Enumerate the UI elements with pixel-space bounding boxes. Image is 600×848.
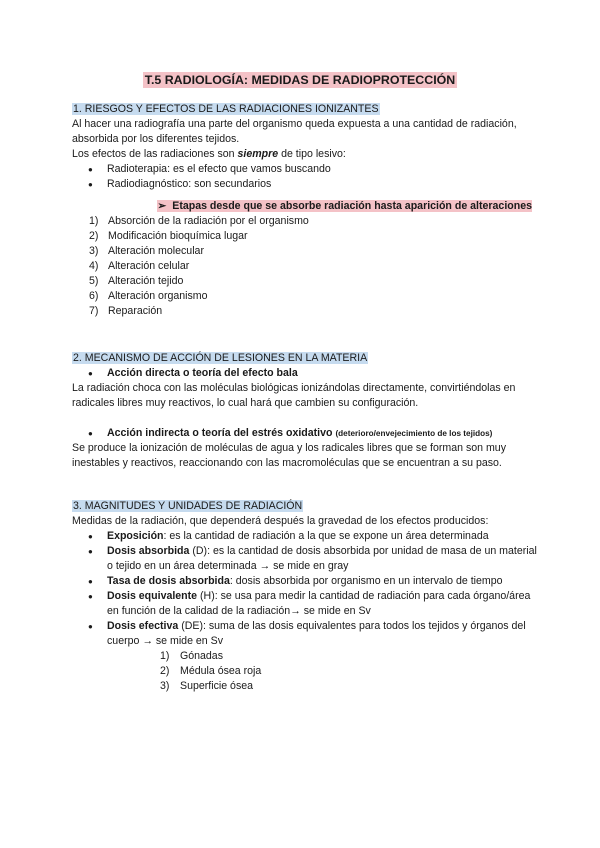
page-title-row [0, 73, 600, 89]
list-item: 2) Modificación bioquímica lugar [89, 230, 248, 242]
note-deterioro: (deterioro/envejecimiento de los tejidos) [335, 429, 493, 438]
list-item: ● Dosis efectiva (DE): suma de las dosis equivalentes para todos los tejidos y órganos del cuerpo → se mide en Sv [72, 619, 540, 649]
magnitudes-list [72, 529, 540, 649]
section-heading-2: 2. MECANISMO DE ACCIÓN DE LESIONES EN LA MATERIA [73, 352, 368, 364]
list-item: 1) Gónadas [160, 650, 223, 662]
list-item: 2) Médula ósea roja [160, 665, 262, 677]
section-riesgos [72, 102, 540, 319]
list-item: 6) Alteración organismo [89, 290, 208, 302]
list-item: 5) Alteración tejido [89, 275, 184, 287]
paragraph-medidas: Medidas de la radiación, que dependerá después la gravedad de los efectos producidos: [72, 515, 489, 527]
list-item: ● Tasa de dosis absorbida: dosis absorbida por organismo en un intervalo de tiempo [72, 574, 540, 589]
list-item: ● Dosis equivalente (H): se usa para medir la cantidad de radiación para cada órgano/área en función de la calidad de la radiación→ se mide en Sv [72, 589, 540, 619]
paragraph-accion-directa: La radiación choca con las moléculas biológicas ionizándolas directamente, convirtiéndolas en radicales libres muy reactivos, lo cual hará que cambien su configuración. [72, 382, 516, 409]
paragraph-accion-indirecta: Se produce la ionización de moléculas de agua y los radicales libres que se forman son muy inestables y reactivos, reaccionando con las macromoléculas que se encuentran a su paso. [72, 442, 506, 469]
organos-list [72, 649, 540, 694]
bullet-accion-directa: ● Acción directa o teoría del efecto bala [72, 366, 540, 381]
list-item: 4) Alteración celular [89, 260, 190, 272]
page-title: T.5 RADIOLOGÍA: MEDIDAS DE RADIOPROTECCIÓN [144, 73, 456, 87]
stages-list [72, 214, 540, 319]
section-mecanismo [72, 351, 540, 471]
list-item: 3) Alteración molecular [89, 245, 204, 257]
paragraph-efectos: Los efectos de las radiaciones son siempre de tipo lesivo: [72, 148, 346, 160]
efectos-list [72, 162, 540, 192]
list-item: 7) Reparación [89, 305, 163, 317]
section-magnitudes [72, 499, 540, 694]
paragraph-radiografia: Al hacer una radiografía una parte del organismo queda expuesta a una cantidad de radiación, absorbida por los diferentes tejidos. [72, 118, 517, 145]
list-item: ● Radiodiagnóstico: son secundarios [72, 177, 540, 192]
list-item: 1) Absorción de la radiación por el organismo [89, 215, 309, 227]
bullet-accion-indirecta: ● Acción indirecta o teoría del estrés oxidativo (deterioro/envejecimiento de los tejidos) [72, 426, 540, 441]
emphasis-siempre: siempre [237, 148, 279, 160]
arrow-bullet-icon: ➢ [157, 200, 167, 212]
list-item: ● Radioterapia: es el efecto que vamos buscando [72, 162, 540, 177]
list-item: 3) Superficie ósea [160, 680, 254, 692]
stages-heading: ➢ Etapas desde que se absorbe radiación hasta aparición de alteraciones [157, 200, 532, 212]
list-item: ● Dosis absorbida (D): es la cantidad de dosis absorbida por unidad de masa de un material o tejido en un área determinada → se mide en gray [72, 544, 540, 574]
list-item: ● Exposición: es la cantidad de radiación a la que se expone un área determinada [72, 529, 540, 544]
section-heading-1: 1. RIESGOS Y EFECTOS DE LAS RADIACIONES IONIZANTES [73, 103, 379, 115]
section-heading-3: 3. MAGNITUDES Y UNIDADES DE RADIACIÓN [73, 500, 303, 512]
